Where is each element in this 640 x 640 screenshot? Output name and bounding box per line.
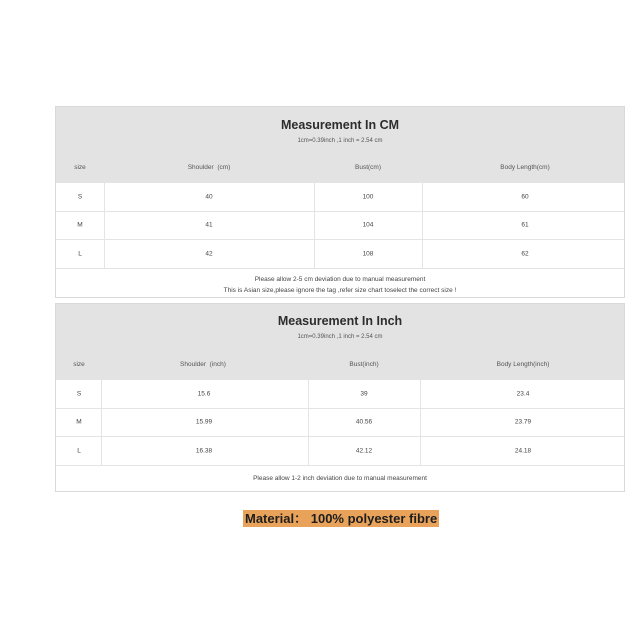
- table-cell: 100: [362, 193, 374, 201]
- table-cell: M: [77, 221, 83, 229]
- size-chart-inch-subtitle: 1cm=0.39inch ,1 inch = 2.54 cm: [297, 334, 383, 340]
- size-chart-cm-column-headers: [56, 164, 624, 176]
- column-header-bust: Bust(inch): [349, 361, 379, 368]
- table-cell: S: [77, 193, 83, 201]
- table-cell: 24.18: [514, 447, 532, 455]
- material-label: Material： 100% polyester fibre: [245, 511, 438, 526]
- column-header-body-length: Body Length(cm): [500, 164, 550, 171]
- deviation-note: Please allow 1-2 inch deviation due to manual measurement: [253, 474, 427, 482]
- size-chart-inch-body: [56, 379, 624, 465]
- table-cell: 104: [362, 221, 374, 229]
- size-chart-inch-notes: [56, 465, 624, 492]
- table-row: [56, 408, 624, 437]
- table-row: [56, 239, 624, 268]
- table-cell: 40.56: [355, 418, 373, 426]
- size-chart-cm-notes: [56, 268, 624, 300]
- size-chart-cm-title: Measurement In CM: [280, 118, 400, 132]
- table-cell: 41: [205, 221, 213, 229]
- table-cell: L: [77, 447, 81, 455]
- size-chart-inch-title: Measurement In Inch: [277, 314, 403, 328]
- column-header-shoulder: Shoulder (inch): [180, 361, 226, 368]
- table-row: [56, 436, 624, 465]
- table-row: [56, 182, 624, 211]
- table-cell: 23.79: [514, 418, 532, 426]
- table-cell: 60: [521, 193, 529, 201]
- table-cell: 42.12: [355, 447, 373, 455]
- table-cell: 23.4: [516, 390, 530, 398]
- table-cell: 39: [360, 390, 368, 398]
- table-cell: S: [76, 390, 82, 398]
- size-chart-cm-subtitle: 1cm=0.39inch ,1 inch = 2.54 cm: [297, 138, 383, 144]
- column-header-bust: Bust(cm): [355, 164, 381, 171]
- size-chart-cm-header: [56, 107, 624, 182]
- table-cell: L: [78, 250, 82, 258]
- size-chart-inch: [55, 303, 625, 492]
- table-cell: 40: [205, 193, 213, 201]
- column-header-body-length: Body Length(inch): [496, 361, 550, 368]
- table-cell: 15.99: [195, 418, 213, 426]
- table-cell: M: [76, 418, 82, 426]
- size-chart-inch-header: [56, 304, 624, 379]
- size-chart-cm: [55, 106, 625, 298]
- column-header-shoulder: Shoulder (cm): [187, 164, 231, 171]
- column-header-size: size: [74, 164, 86, 171]
- table-cell: 108: [362, 250, 374, 258]
- table-cell: 42: [205, 250, 213, 258]
- table-cell: 15.6: [197, 390, 211, 398]
- table-cell: 16.38: [195, 447, 213, 455]
- column-header-size: size: [73, 361, 85, 368]
- asian-size-note: This is Asian size,please ignore the tag ,refer size chart toselect the correct size !: [223, 286, 457, 294]
- size-chart-cm-body: [56, 182, 624, 268]
- table-row: [56, 379, 624, 408]
- table-cell: 61: [521, 221, 529, 229]
- deviation-note: Please allow 2-5 cm deviation due to manual measurement: [254, 275, 426, 283]
- table-row: [56, 211, 624, 240]
- table-cell: 62: [521, 250, 529, 258]
- size-chart-inch-column-headers: [56, 361, 624, 373]
